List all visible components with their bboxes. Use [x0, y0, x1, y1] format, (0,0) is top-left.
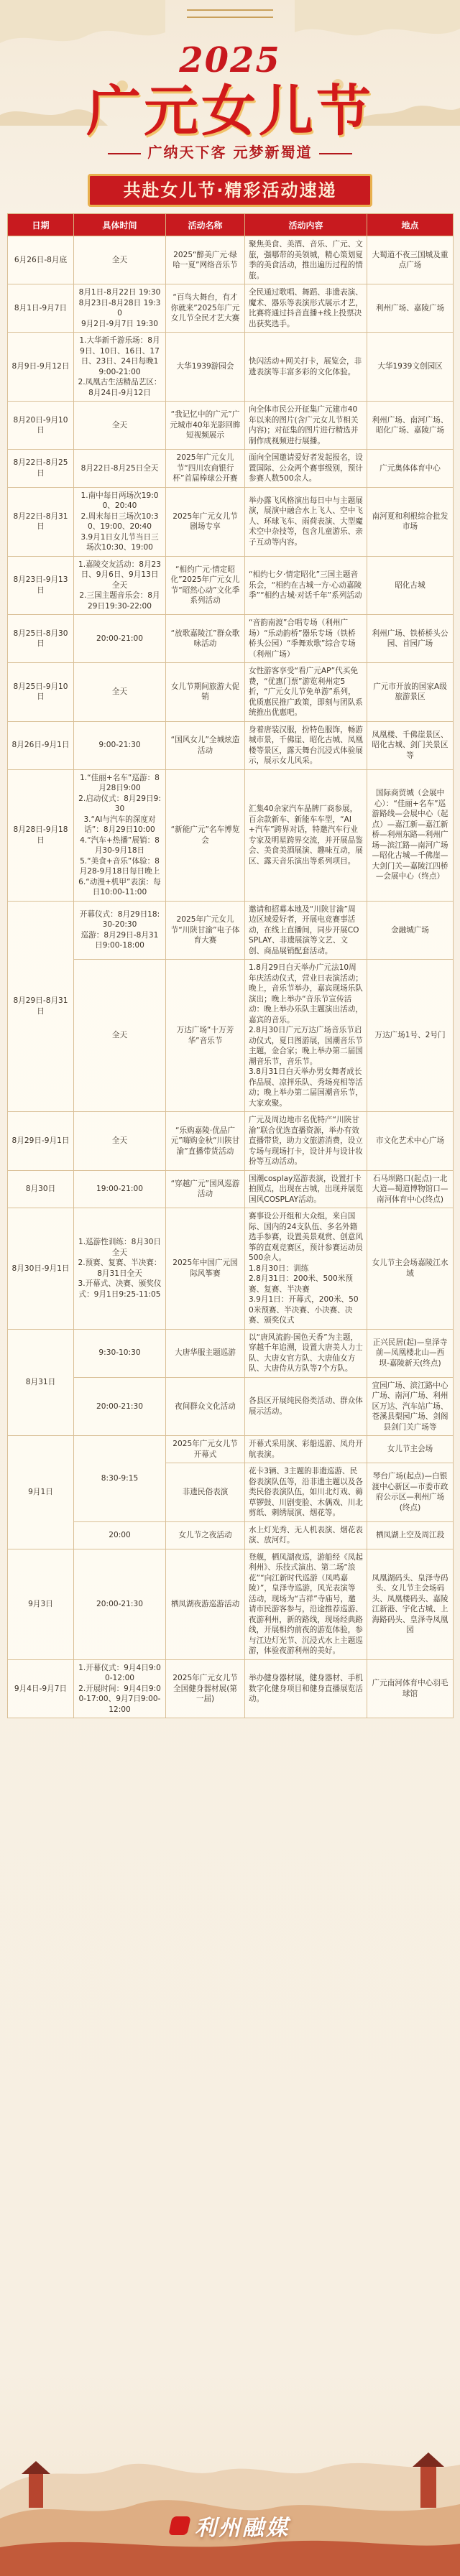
cell-time: 9:00-21:30 [74, 721, 166, 769]
cell-content: 广元及周边地市名优特产“川陕甘渝”联合优选直播资源，举办有效直播带货，助力文旅游消费，设立专场与现场打卡，设计并与设计妆扮等互动活动。 [245, 1112, 367, 1171]
table-row [8, 1521, 454, 1549]
cell-place: 国际商贸城（会展中心）：“佳丽+名车”巡游路线—会展中心（起点）—嘉江新—嘉江新桥—利州东路—利州广场—滨江路—南河广场—昭化古城—千佛崖—大剑门关—嘉陵江四桥—会展中心（终点） [367, 769, 454, 901]
table-row [8, 663, 454, 722]
header-year: 2025 [179, 40, 281, 80]
cell-content: 全民通过歌唱、舞蹈、非遗表演、魔术、器乐等表演形式展示才艺，比赛将通过抖音直播+线上投票决出获奖选手。 [245, 284, 367, 333]
cell-place: 利州广场、南河广场、昭化广场、嘉陵广场 [367, 402, 454, 450]
table-row [8, 1112, 454, 1171]
cell-place: 广元奥体体育中心 [367, 450, 454, 488]
column-header-time: 具体时间 [74, 214, 166, 236]
cell-content: 开幕式采用演、彩船巡游、凤舟开航表演。 [245, 1436, 367, 1463]
cell-content: 汇集40余家汽车品牌厂商参展，百余款新车、新能车车型，“AI+汽车”跨界对话，特邀汽车行业专家及明星跨界交流，并开展品鉴会、美食美酒展演、趣味互动，展区、露天音乐演出等系列项目。 [245, 769, 367, 901]
cell-place: 凤凰楼、千佛崖景区、昭化古城、剑门关景区等 [367, 721, 454, 769]
cell-date: 8月29日-8月31日 [8, 901, 74, 1112]
cell-date: 8月22日-8月31日 [8, 487, 74, 556]
cell-date: 8月22日-8月25日 [8, 450, 74, 488]
cell-time: 8月1日-8月22日 19:30 8月23日-8月28日 19:30 9月2日-9月7日 19:30 [74, 284, 166, 333]
cell-content: 1.8月29日白天举办广元法10周年庆活动仪式，营业日表演活动；晚上，音乐节举办，嘉宾现场乐队演出；晚上举办“音乐节宣传活动：晚上举办乐队主题演出活动，嘉宾的音乐。 2.8月30日广元万达广场音乐节启动仪式，夏日图游展，国潮音乐节主题，金合家；晚上举办第二届国潮音乐节，音乐节。 3.8月31日白天举办男女舞者成长作品展、凉拌乐队、秀场亮相等活动；晚上举办第二届国潮音乐节，大家欢聚。 [245, 960, 367, 1112]
table-row [8, 1377, 454, 1436]
cell-place: 大蜀道不夜三国城及重点广场 [367, 236, 454, 284]
cell-name: 女儿节期间旅游大促销 [166, 663, 245, 722]
cell-time: 1.开幕仪式：9月4日9:00-12:00 2.开展时间：9月4日9:00-17:00、9月7日9:00-12:00 [74, 1659, 166, 1718]
cell-place: 宜园广场、滨江路中心广场、南河广场、利州区万达、汽车站广场、苍溪县梨园广场、剑阁县剑门关广场等 [367, 1377, 454, 1436]
tagline-divider-left [108, 153, 141, 154]
table-row [8, 236, 454, 284]
cell-place: 石马坝路口(起点)一北大道—蜀道博物馆口—南河体育中心(终点) [367, 1170, 454, 1208]
cell-date: 8月30日 [8, 1170, 74, 1208]
cell-content: 各县区开展纯民俗类活动、群众体展示活动。 [245, 1377, 367, 1436]
cell-content: 身着唐装汉服，扮特色服饰，畅游城市景，千佛崖、昭化古城、凤凰楼等景区，露天舞台沉浸式体验展示，展示女儿风采。 [245, 721, 367, 769]
cell-time: 1.巡游性训练：8月30日全天 2.预赛、复赛、半决赛：8月31日全天 3.开幕式、决赛、颁奖仪式：9月1日9:25-11:05 [74, 1208, 166, 1330]
cell-place: 栖凤湖上空及周江段 [367, 1521, 454, 1549]
cell-date: 8月29日-9月1日 [8, 1112, 74, 1171]
cell-time: 20:00-21:30 [74, 1377, 166, 1436]
page-title: 广元女儿节 [86, 79, 374, 143]
column-header-content: 活动内容 [245, 214, 367, 236]
cell-place: 广元南河体育中心羽毛球馆 [367, 1659, 454, 1718]
cell-place: 金融城广场 [367, 901, 454, 960]
brand-logo-icon [168, 2516, 191, 2535]
cell-place: 凤凰湖码头、皇泽寺码头、女儿节主会场码头、凤凰楼码头、嘉陵江新港、宇化古城、上海路码头、皇泽寺凤凰园 [367, 1549, 454, 1659]
cell-name: 2025年广元女儿节全国健身器材展(第一届) [166, 1659, 245, 1718]
cell-date: 8月1日-9月7日 [8, 284, 74, 333]
cell-date: 8月9日-9月12日 [8, 333, 74, 402]
table-row [8, 1208, 454, 1330]
brand-logo [0, 2510, 460, 2542]
cell-name: 2025“醉美广元·绿哈一夏”网络音乐节 [166, 236, 245, 284]
cell-date: 8月25日-8月30日 [8, 615, 74, 663]
cell-time: 全天 [74, 236, 166, 284]
header-tagline [0, 141, 460, 162]
cell-name: 非遗民俗表演 [166, 1463, 245, 1522]
column-header-place: 地点 [367, 214, 454, 236]
cell-name: 女儿节之夜活动 [166, 1521, 245, 1549]
schedule-table [7, 213, 454, 1718]
cell-time: 20:00-21:30 [74, 1549, 166, 1659]
cell-time: 全天 [74, 663, 166, 722]
cell-date: 8月30日-9月1日 [8, 1208, 74, 1330]
cell-place: 昭化古城 [367, 556, 454, 615]
mountain-pagoda-illustration [0, 2404, 460, 2576]
cell-content: 国潮cosplay巡游表演，设置打卡拍照点，出现在古城，出现并展览国风COSPLAY活动。 [245, 1170, 367, 1208]
cell-content: “音韵南渡”合唱专场（利州广场）“乐动韵桥”器乐专场（铁桥桥头公园）“季舞欢歌”综合专场（利州广场） [245, 615, 367, 663]
cell-place: 南河夏和利根综合批发市场 [367, 487, 454, 556]
cell-place: 女儿节主会场嘉陵江水域 [367, 1208, 454, 1330]
table-row [8, 402, 454, 450]
cell-name: 万达广场“十万芳华”音乐节 [166, 960, 245, 1112]
cell-name: “乐购嘉陵·优品广元”嗨购金秋“川陕甘渝”直播带货活动 [166, 1112, 245, 1171]
cell-time: 全天 [74, 960, 166, 1112]
cell-content: 快闪活动+网关打卡，展览会，非遗表演等丰富多彩的文化体验。 [245, 333, 367, 402]
cell-content: 邀请和招募本地及“川陕甘渝”周边区域爱好者，开展电竞赛事活动，在线上直播间，同步开展COSPLAY、非遗展演等文艺、文创、商品展销配套活动。 [245, 901, 367, 960]
cell-name: “百鸟大舞台，有才你就来”2025年广元女儿节全民才艺大赛 [166, 284, 245, 333]
table-row [8, 1436, 454, 1463]
cell-time: 8:30-9:15 [74, 1436, 166, 1522]
table-row [8, 615, 454, 663]
cell-name: 2025年广元女儿节“川陕甘渝”电子体育大赛 [166, 901, 245, 960]
cell-place: 利州广场、铁桥桥头公园、首园广场 [367, 615, 454, 663]
cell-date: 8月31日 [8, 1329, 74, 1436]
brand-logo-text: 利州融媒 [195, 2516, 290, 2541]
cell-content: 面向全国邀请爱好者发起报名，设置国际、公众两个赛事级别，预计参赛人数500余人。 [245, 450, 367, 488]
cell-name: 2025年广元女儿节开幕式 [166, 1436, 245, 1463]
table-row [8, 487, 454, 556]
schedule-table-wrapper [7, 213, 453, 1718]
cell-time: 20:00 [74, 1521, 166, 1549]
table-row [8, 450, 454, 488]
table-row [8, 1659, 454, 1718]
cell-name: “穿越广元”国风巡游活动 [166, 1170, 245, 1208]
cell-content: 向全体市民公开征集广元建市40年以来的图片(含广元女儿节相关内容)；对征集的图片进行精选并制作成视频进行展播。 [245, 402, 367, 450]
table-row [8, 901, 454, 960]
header [0, 0, 460, 171]
cell-time: 19:00-21:00 [74, 1170, 166, 1208]
cell-name: 2025年中国广元国际风筝赛 [166, 1208, 245, 1330]
table-row [8, 284, 454, 333]
cell-name: 2025年广元女儿节剧场专享 [166, 487, 245, 556]
tagline-divider-right [319, 153, 352, 154]
cell-content: 赛事设公开组和大众组，来自国际、国内的24支队伍、多名外籍选手参赛，设置美景观赏、创意风筝的直观竞赛区，预计参赛运动员500余人。 1.8月30日：训练 2.8月31日：200米、500米预赛、复赛、半决赛 3.9月1日：开幕式，200米、500米预赛、半决赛、小决赛、决赛、颁奖仪式 [245, 1208, 367, 1330]
cell-time: 1.南中每日两场次19:00、20:40 2.周末每日三场次10:30、19:00、20:40 3.9月1日女儿节当日三场次10:30、19:00 [74, 487, 166, 556]
cell-time: 全天 [74, 402, 166, 450]
cell-time: 开幕仪式：8月29日18:30-20:30 巡游：8月29日-8月31日9:00-18:00 [74, 901, 166, 960]
table-row [8, 721, 454, 769]
cell-time: 1.嘉陵交友活动：8月23日、9月6日、9月13日全天 2.三国主题音乐会：8月29日19:30-22:00 [74, 556, 166, 615]
cell-time: 1.大华新千游乐场：8月9日、10日、16日、17日、23日、24日每晚19:00-21:00 2.凤凰古生活精品艺区：8月24日-9月12日 [74, 333, 166, 402]
cell-content: 水上灯光秀、无人机表演、烟花表演、放河灯。 [245, 1521, 367, 1549]
cell-place: 女儿节主会场 [367, 1436, 454, 1463]
cell-name: 大唐华服主题巡游 [166, 1329, 245, 1377]
cell-content: 举办露飞风格演出每日中与主题展演，展演中融合水上飞人、空中飞人、环球飞车、雨荷表演、大型魔术空中杂技等，包含儿童游乐、亲子互动等内容。 [245, 487, 367, 556]
cell-date: 8月20日-9月10日 [8, 402, 74, 450]
cell-date: 9月1日 [8, 1436, 74, 1549]
cell-content: 花卡3辆、3主题的非遗巡游、民俗表演队伍等，沿非遗主题以及各类民俗表演队伍，如川北灯戏、薅草锣鼓、川剧变脸、木偶戏、川北剪纸、刺绣展演、烟花等。 [245, 1463, 367, 1522]
table-row [8, 1170, 454, 1208]
cell-time: 1.“佳丽+名车”巡游：8月28日9:00 2.启动仪式：8月29日9:30 3.“AI与汽车的深度对话”：8月29日10:00 4.“汽车+热播”展销：8月30-9月18日 5.“美食+音乐”体验：8月28-9月18日每日晚上 6.“动漫+机甲”表演：每日10:00-11:00 [74, 769, 166, 901]
cell-name: “新能广元”名车博览会 [166, 769, 245, 901]
cell-place: 正兴民居(起)—皇泽寺前—凤凰楼北山—西坝-嘉陵新天(终点) [367, 1329, 454, 1377]
cell-place: 万达广场1号、2号门 [367, 960, 454, 1112]
cell-date: 8月25日-9月10日 [8, 663, 74, 722]
cell-content: “相约七夕·情定昭化”三国主题音乐会，“相约在古城一方·心动嘉陵季”“相约古城·对话千年”系列活动 [245, 556, 367, 615]
cell-time: 8月22日-8月25日全天 [74, 450, 166, 488]
cell-content: 女性游客享受“看广元AP”代买免费，“优惠门票”游览利州定5折，“广元女儿节免单游”系列，优质惠民推广政策，即刻与团队系统推出优惠吧。 [245, 663, 367, 722]
column-header-date: 日期 [8, 214, 74, 236]
cell-date: 8月23日-9月13日 [8, 556, 74, 615]
table-row [8, 960, 454, 1112]
cell-date: 9月3日 [8, 1549, 74, 1659]
cell-time: 9:30-10:30 [74, 1329, 166, 1377]
cell-name: “国风女儿”全城炫造活动 [166, 721, 245, 769]
cell-place: 市文化艺术中心广场 [367, 1112, 454, 1171]
cell-content: 登舰，栖凤湖夜巡，游船经《凤起利州》、乐技式演出、第二场“浪花”“向江新时代巡游（凤鸣嘉陵）”，皇泽寺巡游，风光表演等活动，现场为“吉祥”寺庙号，邀请市民游客参与，沿途推荐巡游、夜游利州，新的路线，现场经典路线，开展相约前夜的游览体验，参与江边灯光节、沉浸式水上主题巡游，体验夜游利州的美好。 [245, 1549, 367, 1659]
cell-name: 夜间群众文化活动 [166, 1377, 245, 1436]
table-row [8, 333, 454, 402]
cell-name: 大华1939游园会 [166, 333, 245, 402]
banner-title: 共赴女儿节·精彩活动速递 [88, 174, 372, 207]
table-header-row [8, 214, 454, 236]
cell-time: 全天 [74, 1112, 166, 1171]
cell-name: 栖凤湖夜游巡游活动 [166, 1549, 245, 1659]
footer [0, 2404, 460, 2576]
cell-name: “放歌嘉陵江”群众歌咏活动 [166, 615, 245, 663]
cell-name: 2025年广元女儿节“四川农商银行杯”首届棒球公开赛 [166, 450, 245, 488]
cell-time: 20:00-21:00 [74, 615, 166, 663]
table-row [8, 1549, 454, 1659]
cell-date: 6月26日-8月底 [8, 236, 74, 284]
cell-place: 大华1939文创园区 [367, 333, 454, 402]
cell-content: 以“唐风流韵·国色天香”为主题，穿越千年追溯，设置大唐美人力士队、大唐女官方队、大唐仙女方队、大唐侍从方队等7个方队。 [245, 1329, 367, 1377]
cell-place: 广元市开放的国家A级旅游景区 [367, 663, 454, 722]
column-header-name: 活动名称 [166, 214, 245, 236]
table-row [8, 556, 454, 615]
cell-place: 利州广场、嘉陵广场 [367, 284, 454, 333]
cell-content: 聚焦美食、美酒、音乐、广元、文旅，强哪带的美领城，精心策划夏季的美食活动，推出遍历过程的情旅。 [245, 236, 367, 284]
tagline-text: 广纳天下客 元梦新蜀道 [147, 144, 313, 161]
table-body [8, 236, 454, 1718]
section-banner [0, 171, 460, 213]
cell-date: 9月4日-9月7日 [8, 1659, 74, 1718]
cell-date: 8月28日-9月18日 [8, 769, 74, 901]
cell-content: 举办健身器材展，健身器材、手机数字化健身项目和健身直播展览活动。 [245, 1659, 367, 1718]
table-row [8, 1329, 454, 1377]
cell-date: 8月26日-9月1日 [8, 721, 74, 769]
cell-place: 琴台广场(起点)—白银渡中心新区—市委市政府公示区—利州广场(终点) [367, 1463, 454, 1522]
cell-name: “相约广元·情定昭化”2025年广元女儿节“昭然心动”文化季系列活动 [166, 556, 245, 615]
table-row [8, 769, 454, 901]
cell-name: “我记忆中的广元”广元城市40年光影回眸短视频展示 [166, 402, 245, 450]
eyebrow-ornament [0, 7, 460, 22]
